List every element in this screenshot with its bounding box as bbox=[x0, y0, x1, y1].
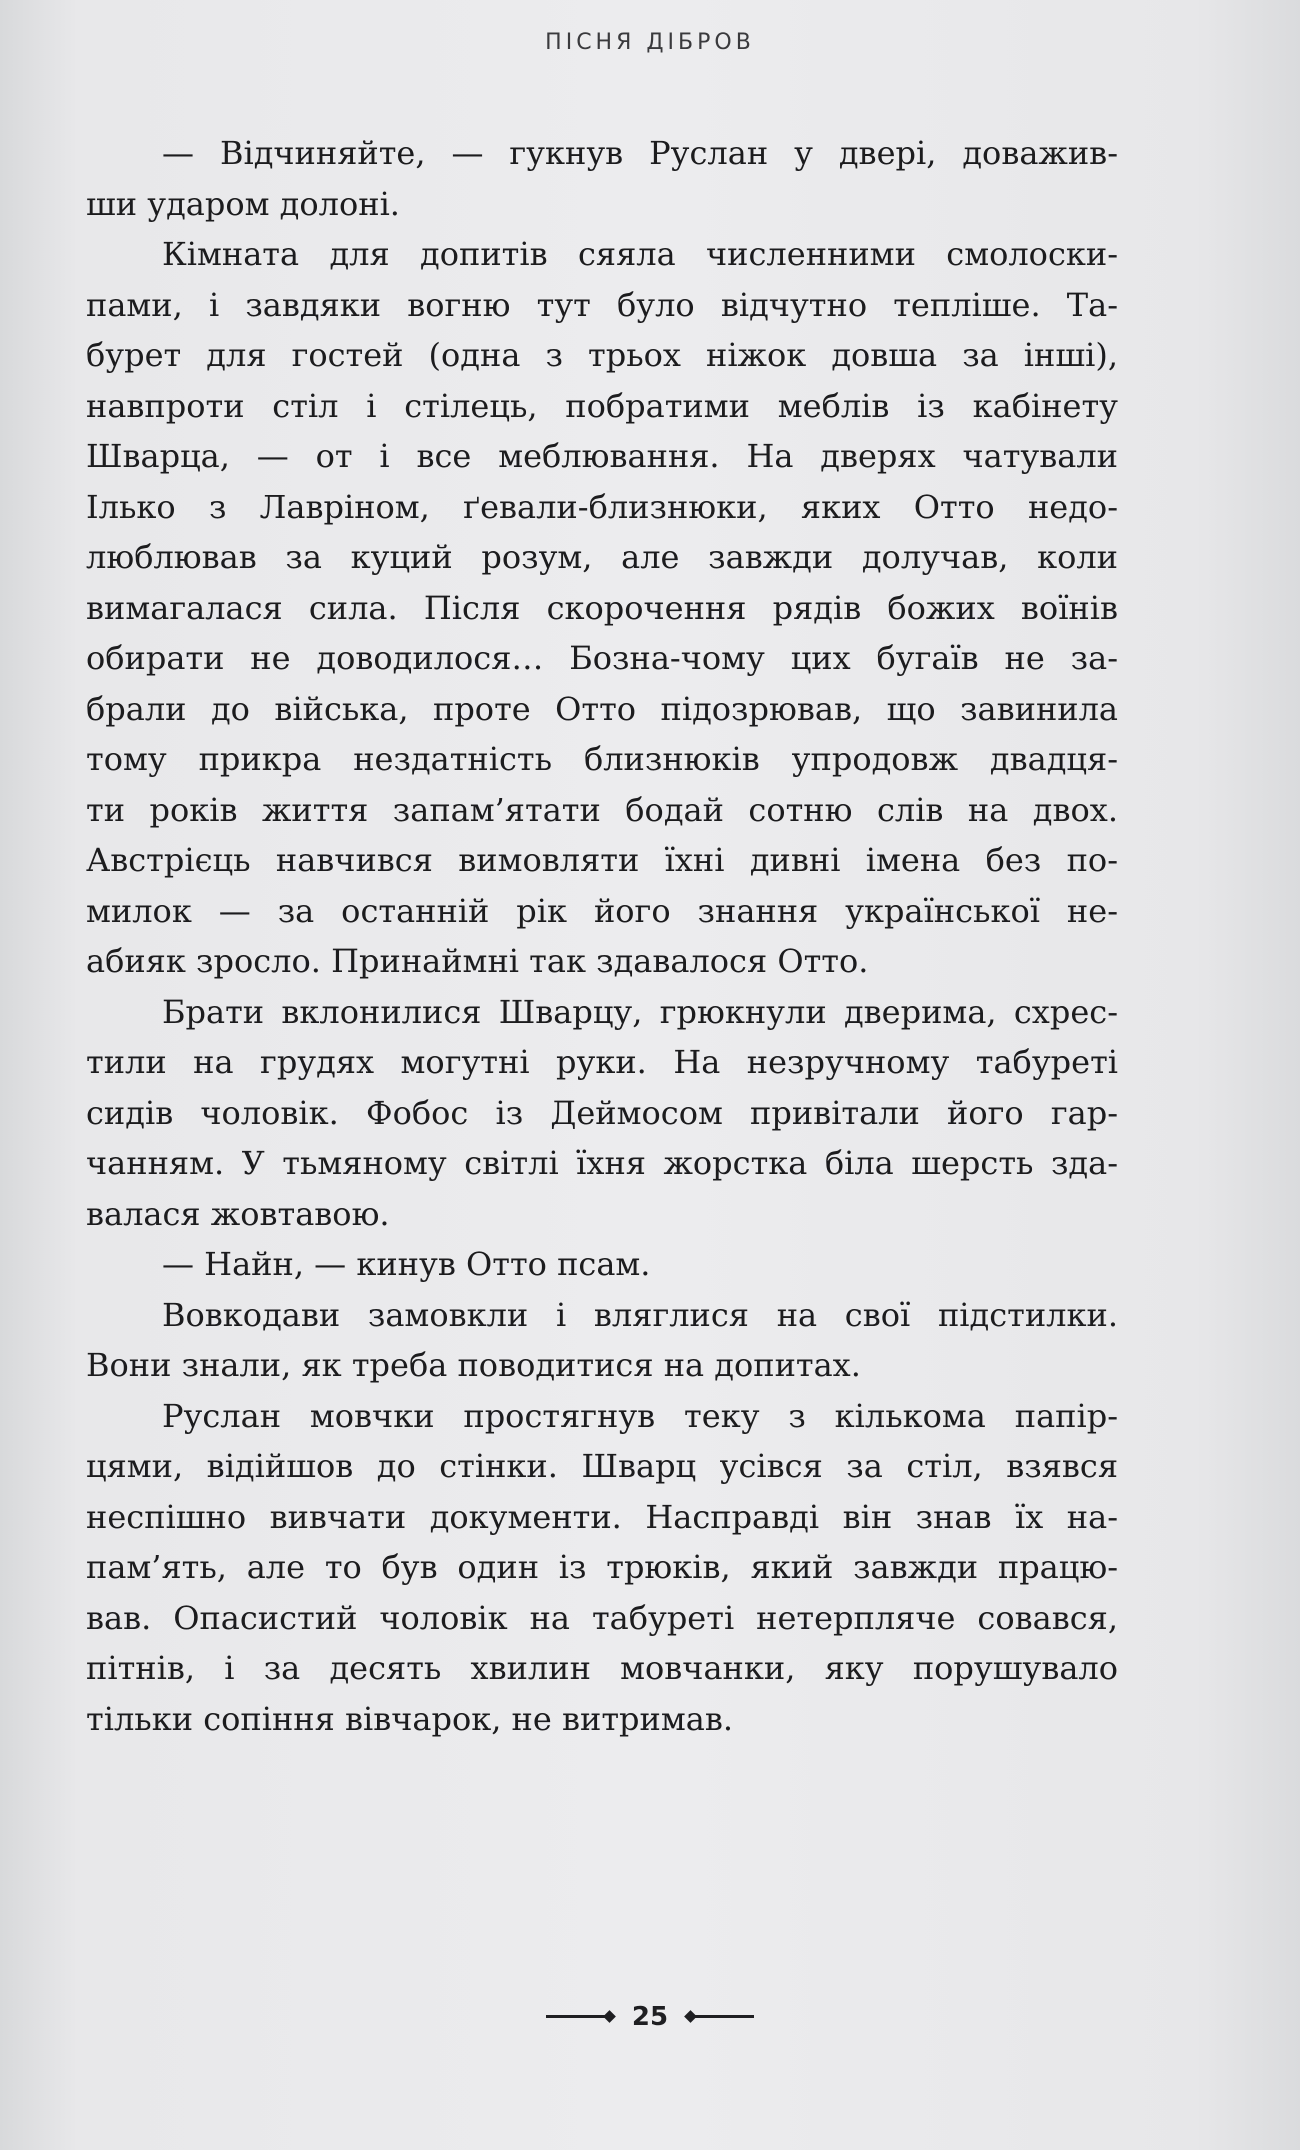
text-line: Брати вклонилися Шварцу, грюкнули дверима, схрес- bbox=[162, 992, 1118, 1031]
text-line: валася жовтавою. bbox=[86, 1194, 390, 1233]
text-line: Вони знали, як треба поводитися на допитах. bbox=[86, 1346, 861, 1384]
ornament-right-icon bbox=[686, 2015, 754, 2018]
text-line: пами, і завдяки вогню тут було відчутно тепліше. Та- bbox=[86, 285, 1118, 324]
text-line: Кімната для допитів сяяла численними смолоски- bbox=[162, 235, 1118, 273]
running-head: ПІСНЯ ДІБРОВ bbox=[545, 30, 755, 55]
text-line: тому прикра нездатність близнюків упродовж двадця- bbox=[86, 740, 1118, 778]
text-line-1b: ши ударом долоні. bbox=[86, 184, 400, 223]
text-line: абияк зросло. Принаймні так здавалося Отто. bbox=[86, 942, 869, 980]
text-line: Австрієць навчився вимовляти їхні дивні імена без по- bbox=[86, 841, 1118, 879]
text-line: вав. Опасистий чоловік на табуреті нетерпляче совався, bbox=[86, 1598, 1118, 1637]
text-line: бурет для гостей (одна з трьох ніжок довша за інші), bbox=[86, 336, 1118, 374]
text-line: вимагалася сила. Після скорочення рядів божих воїнів bbox=[86, 588, 1118, 627]
text-line: сидів чоловік. Фобос із Деймосом привітали його гар- bbox=[86, 1093, 1118, 1132]
text-line: навпроти стіл і стілець, побратими меблів із кабінету bbox=[86, 386, 1118, 425]
text-line: брали до війська, проте Отто підозрював, що завинила bbox=[86, 689, 1118, 728]
text-line: неспішно вивчати документи. Насправді він знав їх на- bbox=[86, 1497, 1118, 1536]
text-line: Руслан мовчки простягнув теку з кількома папір- bbox=[162, 1396, 1118, 1435]
text-line: тили на грудях могутні руки. На незручному табуреті bbox=[86, 1043, 1118, 1081]
text-line: люблював за куций розум, але завжди долучав, коли bbox=[86, 538, 1118, 576]
text-line: Шварца, — от і все меблювання. На дверях чатували bbox=[86, 437, 1118, 475]
page-number: 25 bbox=[631, 2001, 669, 2032]
text-line: — Найн, — кинув Отто псам. bbox=[162, 1245, 651, 1283]
text-line: Вовкодави замовкли і вляглися на свої підстилки. bbox=[162, 1295, 1118, 1334]
page-number-footer bbox=[0, 1995, 1300, 2032]
text-line: Ілько з Лавріном, ґевали-близнюки, яких Отто недо- bbox=[86, 487, 1118, 526]
text-line: пітнів, і за десять хвилин мовчанки, яку порушувало bbox=[86, 1649, 1118, 1687]
text-line: ти років життя запам’ятати бодай сотню слів на двох. bbox=[86, 790, 1118, 829]
text-line: цями, відійшов до стінки. Шварц усівся за стіл, взявся bbox=[86, 1447, 1118, 1485]
body-text bbox=[86, 128, 1118, 1744]
text-line: тільки сопіння вівчарок, не витримав. bbox=[86, 1699, 733, 1738]
text-line-1a: — Відчиняйте, — гукнув Руслан у двері, доважив- bbox=[162, 134, 1118, 172]
text-line: чанням. У тьмяному світлі їхня жорстка біла шерсть зда- bbox=[86, 1144, 1118, 1182]
text-line: пам’ять, але то був один із трюків, який завжди працю- bbox=[86, 1548, 1118, 1586]
text-line: милок — за останній рік його знання української не- bbox=[86, 891, 1118, 930]
text-line: обирати не доводилося… Бозна-чому цих бугаїв не за- bbox=[86, 639, 1118, 677]
ornament-left-icon bbox=[546, 2015, 614, 2018]
